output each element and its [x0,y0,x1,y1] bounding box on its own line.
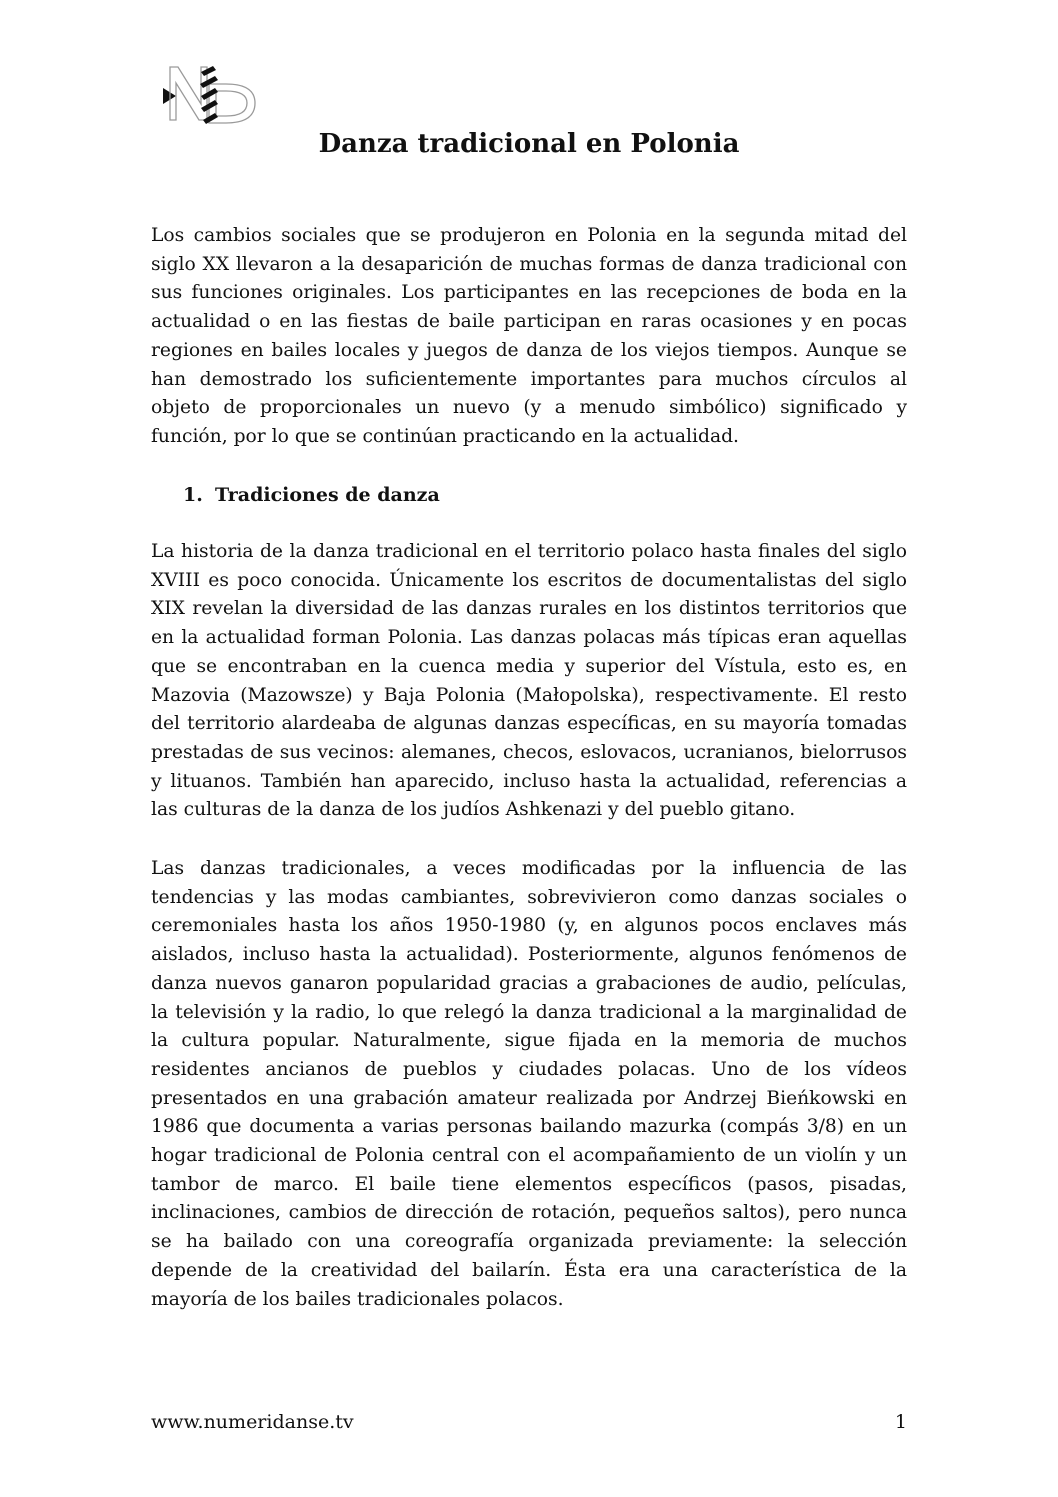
footer-url: www.numeridanse.tv [151,1411,354,1433]
paragraph-intro: Los cambios sociales que se produjeron en Polonia en la segunda mitad del siglo XX llevaron a la desaparición de muchas formas de danza tradicional con sus funciones originales. Los participantes en las recepciones de boda en la actualidad o en las fiestas de baile participan en raras ocasiones y en pocas regiones en bailes locales y juegos de danza de los viejos tiempos. Aunque se han demostrado los suficientemente importantes para muchos círculos al objeto de proporcionales un nuevo (y a menudo simbólico) significado y función, por lo que se continúan practicando en la actualidad. [151,225,907,447]
section-heading [183,481,440,509]
numeridanse-logo-icon [163,64,259,126]
paragraph-traditions: Las danzas tradicionales, a veces modificadas por la influencia de las tendencias y las modas cambiantes, sobrevivieron como danzas sociales o ceremoniales hasta los años 1950-1980 (y, en algunos pocos enclaves más aislados, incluso hasta la actualidad). Posteriormente, algunos fenómenos de danza nuevos ganaron popularidad gracias a grabaciones de audio, películas, la televisión y la radio, lo que relegó la danza tradicional a la marginalidad de la cultura popular. Naturalmente, sigue fijada en la memoria de muchos residentes ancianos de pueblos y ciudades polacas. Uno de los vídeos presentados en una grabación amateur realizada por Andrzej Bieńkowski en 1986 que documenta a varias personas bailando mazurka (compás 3/8) en un hogar tradicional de Polonia central con el acompañamiento de un violín y un tambor de marco. El baile tiene elementos específicos (pasos, pisadas, inclinaciones, cambios de dirección de rotación, pequeños saltos), pero nunca se ha bailado con una coreografía organizada previamente: la selección depende de la creatividad del bailarín. Ésta era una característica de la mayoría de los bailes tradicionales polacos. [151,858,907,1310]
document-title: Danza tradicional en Polonia [318,129,740,159]
page-number: 1 [894,1411,907,1433]
paragraph-history: La historia de la danza tradicional en el territorio polaco hasta finales del siglo XVIII es poco conocida. Únicamente los escritos de documentalistas del siglo XIX revelan la diversidad de las danzas rurales en los distintos territorios que en la actualidad forman Polonia. Las danzas polacas más típicas eran aquellas que se encontraban en la cuenca media y superior del Vístula, esto es, en Mazovia (Mazowsze) y Baja Polonia (Małopolska), respectivamente. El resto del territorio alardeaba de algunas danzas específicas, en su mayoría tomadas prestadas de sus vecinos: alemanes, checos, eslovacos, ucranianos, bielorrusos y lituanos. También han aparecido, incluso hasta la actualidad, referencias a las culturas de la danza de los judíos Ashkenazi y del pueblo gitano. [151,541,907,821]
section-heading-text: Tradiciones de danza [215,484,440,506]
section-number: 1. [183,484,203,506]
